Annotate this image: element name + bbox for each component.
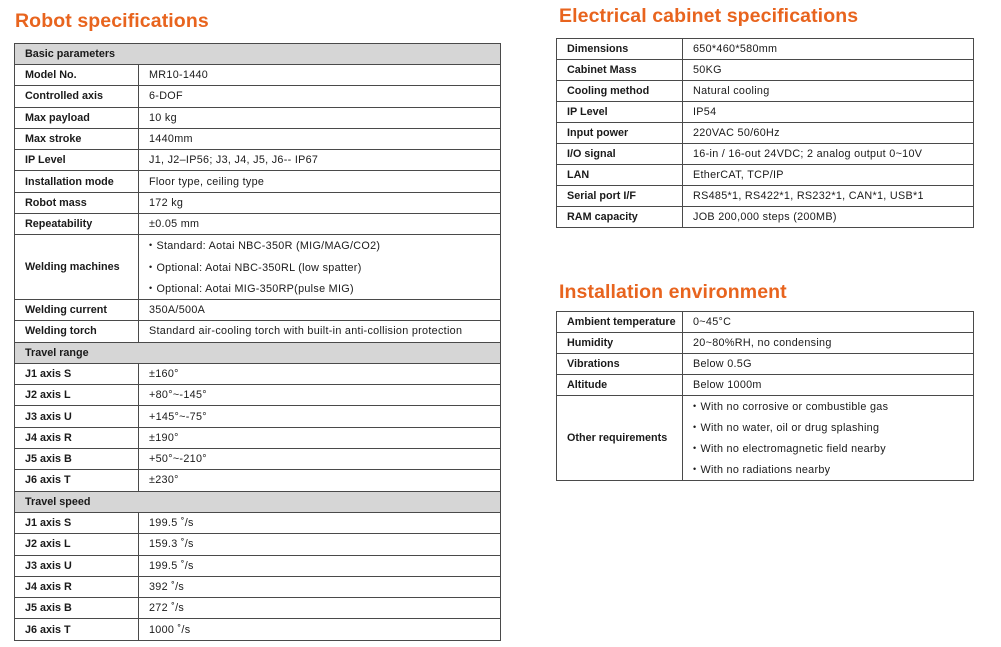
spec-row [15, 470, 501, 491]
environment-title: Installation environment [559, 281, 787, 303]
spec-value: 159.3 ˚/s [139, 534, 501, 555]
spec-value: 199.5 ˚/s [139, 555, 501, 576]
cabinet-spec-title: Electrical cabinet specifications [559, 5, 859, 27]
spec-key: Welding torch [15, 321, 139, 342]
spec-row [557, 375, 974, 396]
spec-row [15, 192, 501, 213]
spec-value: +145°~-75° [139, 406, 501, 427]
spec-row [15, 555, 501, 576]
spec-value: 172 kg [139, 192, 501, 213]
spec-key: Other requirements [557, 396, 683, 481]
spec-value: ±0.05 mm [139, 214, 501, 235]
bullet-item: • Optional: Aotai MIG-350RP(pulse MIG) [149, 278, 500, 299]
spec-row [15, 363, 501, 384]
spec-key: J4 axis R [15, 576, 139, 597]
spec-row [557, 144, 974, 165]
spec-key: Input power [557, 123, 683, 144]
bullet-item: • Standard: Aotai NBC-350R (MIG/MAG/CO2) [149, 235, 500, 256]
spec-value: 6-DOF [139, 86, 501, 107]
spec-key: RAM capacity [557, 207, 683, 228]
travel-range-header: Travel range [15, 342, 501, 363]
spec-value: 199.5 ˚/s [139, 512, 501, 533]
spec-value: 10 kg [139, 107, 501, 128]
welding-machine-list [149, 235, 500, 299]
bullet-item: • With no water, oil or drug splashing [693, 417, 973, 438]
spec-key: J3 axis U [15, 555, 139, 576]
spec-row [557, 207, 974, 228]
spec-value: J1, J2–IP56; J3, J4, J5, J6-- IP67 [139, 150, 501, 171]
spec-key: IP Level [15, 150, 139, 171]
spec-value: EtherCAT, TCP/IP [683, 165, 974, 186]
spec-row [15, 321, 501, 342]
spec-key: J3 axis U [15, 406, 139, 427]
spec-value: ±230° [139, 470, 501, 491]
spec-value: 20~80%RH, no condensing [683, 333, 974, 354]
spec-row [15, 107, 501, 128]
spec-key: J1 axis S [15, 512, 139, 533]
spec-row [15, 619, 501, 640]
bullet-item: • With no radiations nearby [693, 459, 973, 480]
basic-parameters-header: Basic parameters [15, 44, 501, 65]
spec-value: ±160° [139, 363, 501, 384]
spec-row [557, 312, 974, 333]
spec-value: +50°~-210° [139, 449, 501, 470]
spec-key: Cooling method [557, 81, 683, 102]
bullet-item: • With no corrosive or combustible gas [693, 396, 973, 417]
bullet-item: • With no electromagnetic field nearby [693, 438, 973, 459]
robot-spec-table [14, 43, 501, 641]
spec-row [15, 299, 501, 320]
spec-key: Welding current [15, 299, 139, 320]
spec-key: Model No. [15, 65, 139, 86]
spec-row [15, 598, 501, 619]
spec-value [683, 396, 974, 481]
spec-row [557, 186, 974, 207]
spec-value: Floor type, ceiling type [139, 171, 501, 192]
spec-key: Max stroke [15, 128, 139, 149]
environment-table [556, 311, 974, 481]
spec-value: 350A/500A [139, 299, 501, 320]
spec-row [15, 534, 501, 555]
spec-key: Altitude [557, 375, 683, 396]
spec-row [557, 165, 974, 186]
spec-key: J2 axis L [15, 385, 139, 406]
spec-value: 272 ˚/s [139, 598, 501, 619]
spec-value: JOB 200,000 steps (200MB) [683, 207, 974, 228]
spec-key: Serial port I/F [557, 186, 683, 207]
spec-value: RS485*1, RS422*1, RS232*1, CAN*1, USB*1 [683, 186, 974, 207]
spec-value: 0~45°C [683, 312, 974, 333]
spec-key: Controlled axis [15, 86, 139, 107]
spec-key: J5 axis B [15, 598, 139, 619]
spec-row [15, 427, 501, 448]
spec-value: 650*460*580mm [683, 39, 974, 60]
spec-row [557, 60, 974, 81]
spec-key: Repeatability [15, 214, 139, 235]
spec-value: Below 0.5G [683, 354, 974, 375]
spec-value: 220VAC 50/60Hz [683, 123, 974, 144]
spec-row [15, 449, 501, 470]
spec-row [557, 81, 974, 102]
spec-key: Robot mass [15, 192, 139, 213]
spec-key: J6 axis T [15, 619, 139, 640]
spec-key: Ambient temperature [557, 312, 683, 333]
spec-key: LAN [557, 165, 683, 186]
spec-key: J6 axis T [15, 470, 139, 491]
spec-value: +80°~-145° [139, 385, 501, 406]
spec-value: Natural cooling [683, 81, 974, 102]
spec-value: 1440mm [139, 128, 501, 149]
spec-key: J2 axis L [15, 534, 139, 555]
spec-value: 16-in / 16-out 24VDC; 2 analog output 0~10V [683, 144, 974, 165]
spec-row-other-requirements [557, 396, 974, 481]
spec-value: 50KG [683, 60, 974, 81]
spec-key: J5 axis B [15, 449, 139, 470]
spec-key: Installation mode [15, 171, 139, 192]
spec-row [557, 123, 974, 144]
bullet-item: • Optional: Aotai NBC-350RL (low spatter) [149, 257, 500, 278]
spec-value: 392 ˚/s [139, 576, 501, 597]
spec-row [15, 576, 501, 597]
spec-row [15, 65, 501, 86]
cabinet-spec-table [556, 38, 974, 228]
spec-row [557, 39, 974, 60]
robot-spec-title: Robot specifications [15, 10, 209, 32]
spec-row [557, 354, 974, 375]
spec-row [15, 171, 501, 192]
spec-row [15, 128, 501, 149]
spec-key: Cabinet Mass [557, 60, 683, 81]
section-header [15, 491, 501, 512]
spec-row [557, 102, 974, 123]
spec-row [15, 406, 501, 427]
section-header [15, 342, 501, 363]
spec-key: IP Level [557, 102, 683, 123]
spec-key: Vibrations [557, 354, 683, 375]
spec-key: Humidity [557, 333, 683, 354]
spec-row [557, 333, 974, 354]
spec-row [15, 385, 501, 406]
section-header [15, 44, 501, 65]
spec-key: I/O signal [557, 144, 683, 165]
spec-row [15, 214, 501, 235]
spec-key: Dimensions [557, 39, 683, 60]
requirements-list [693, 396, 973, 480]
travel-speed-header: Travel speed [15, 491, 501, 512]
spec-value: ±190° [139, 427, 501, 448]
spec-value: IP54 [683, 102, 974, 123]
spec-key: Max payload [15, 107, 139, 128]
spec-value [139, 235, 501, 300]
spec-key: J4 axis R [15, 427, 139, 448]
spec-value: Below 1000m [683, 375, 974, 396]
spec-value: MR10-1440 [139, 65, 501, 86]
spec-row [15, 150, 501, 171]
spec-row [15, 512, 501, 533]
spec-value: 1000 ˚/s [139, 619, 501, 640]
spec-row-welding-machines [15, 235, 501, 300]
spec-key: Welding machines [15, 235, 139, 300]
spec-row [15, 86, 501, 107]
spec-value: Standard air-cooling torch with built-in anti-collision protection [139, 321, 501, 342]
spec-key: J1 axis S [15, 363, 139, 384]
